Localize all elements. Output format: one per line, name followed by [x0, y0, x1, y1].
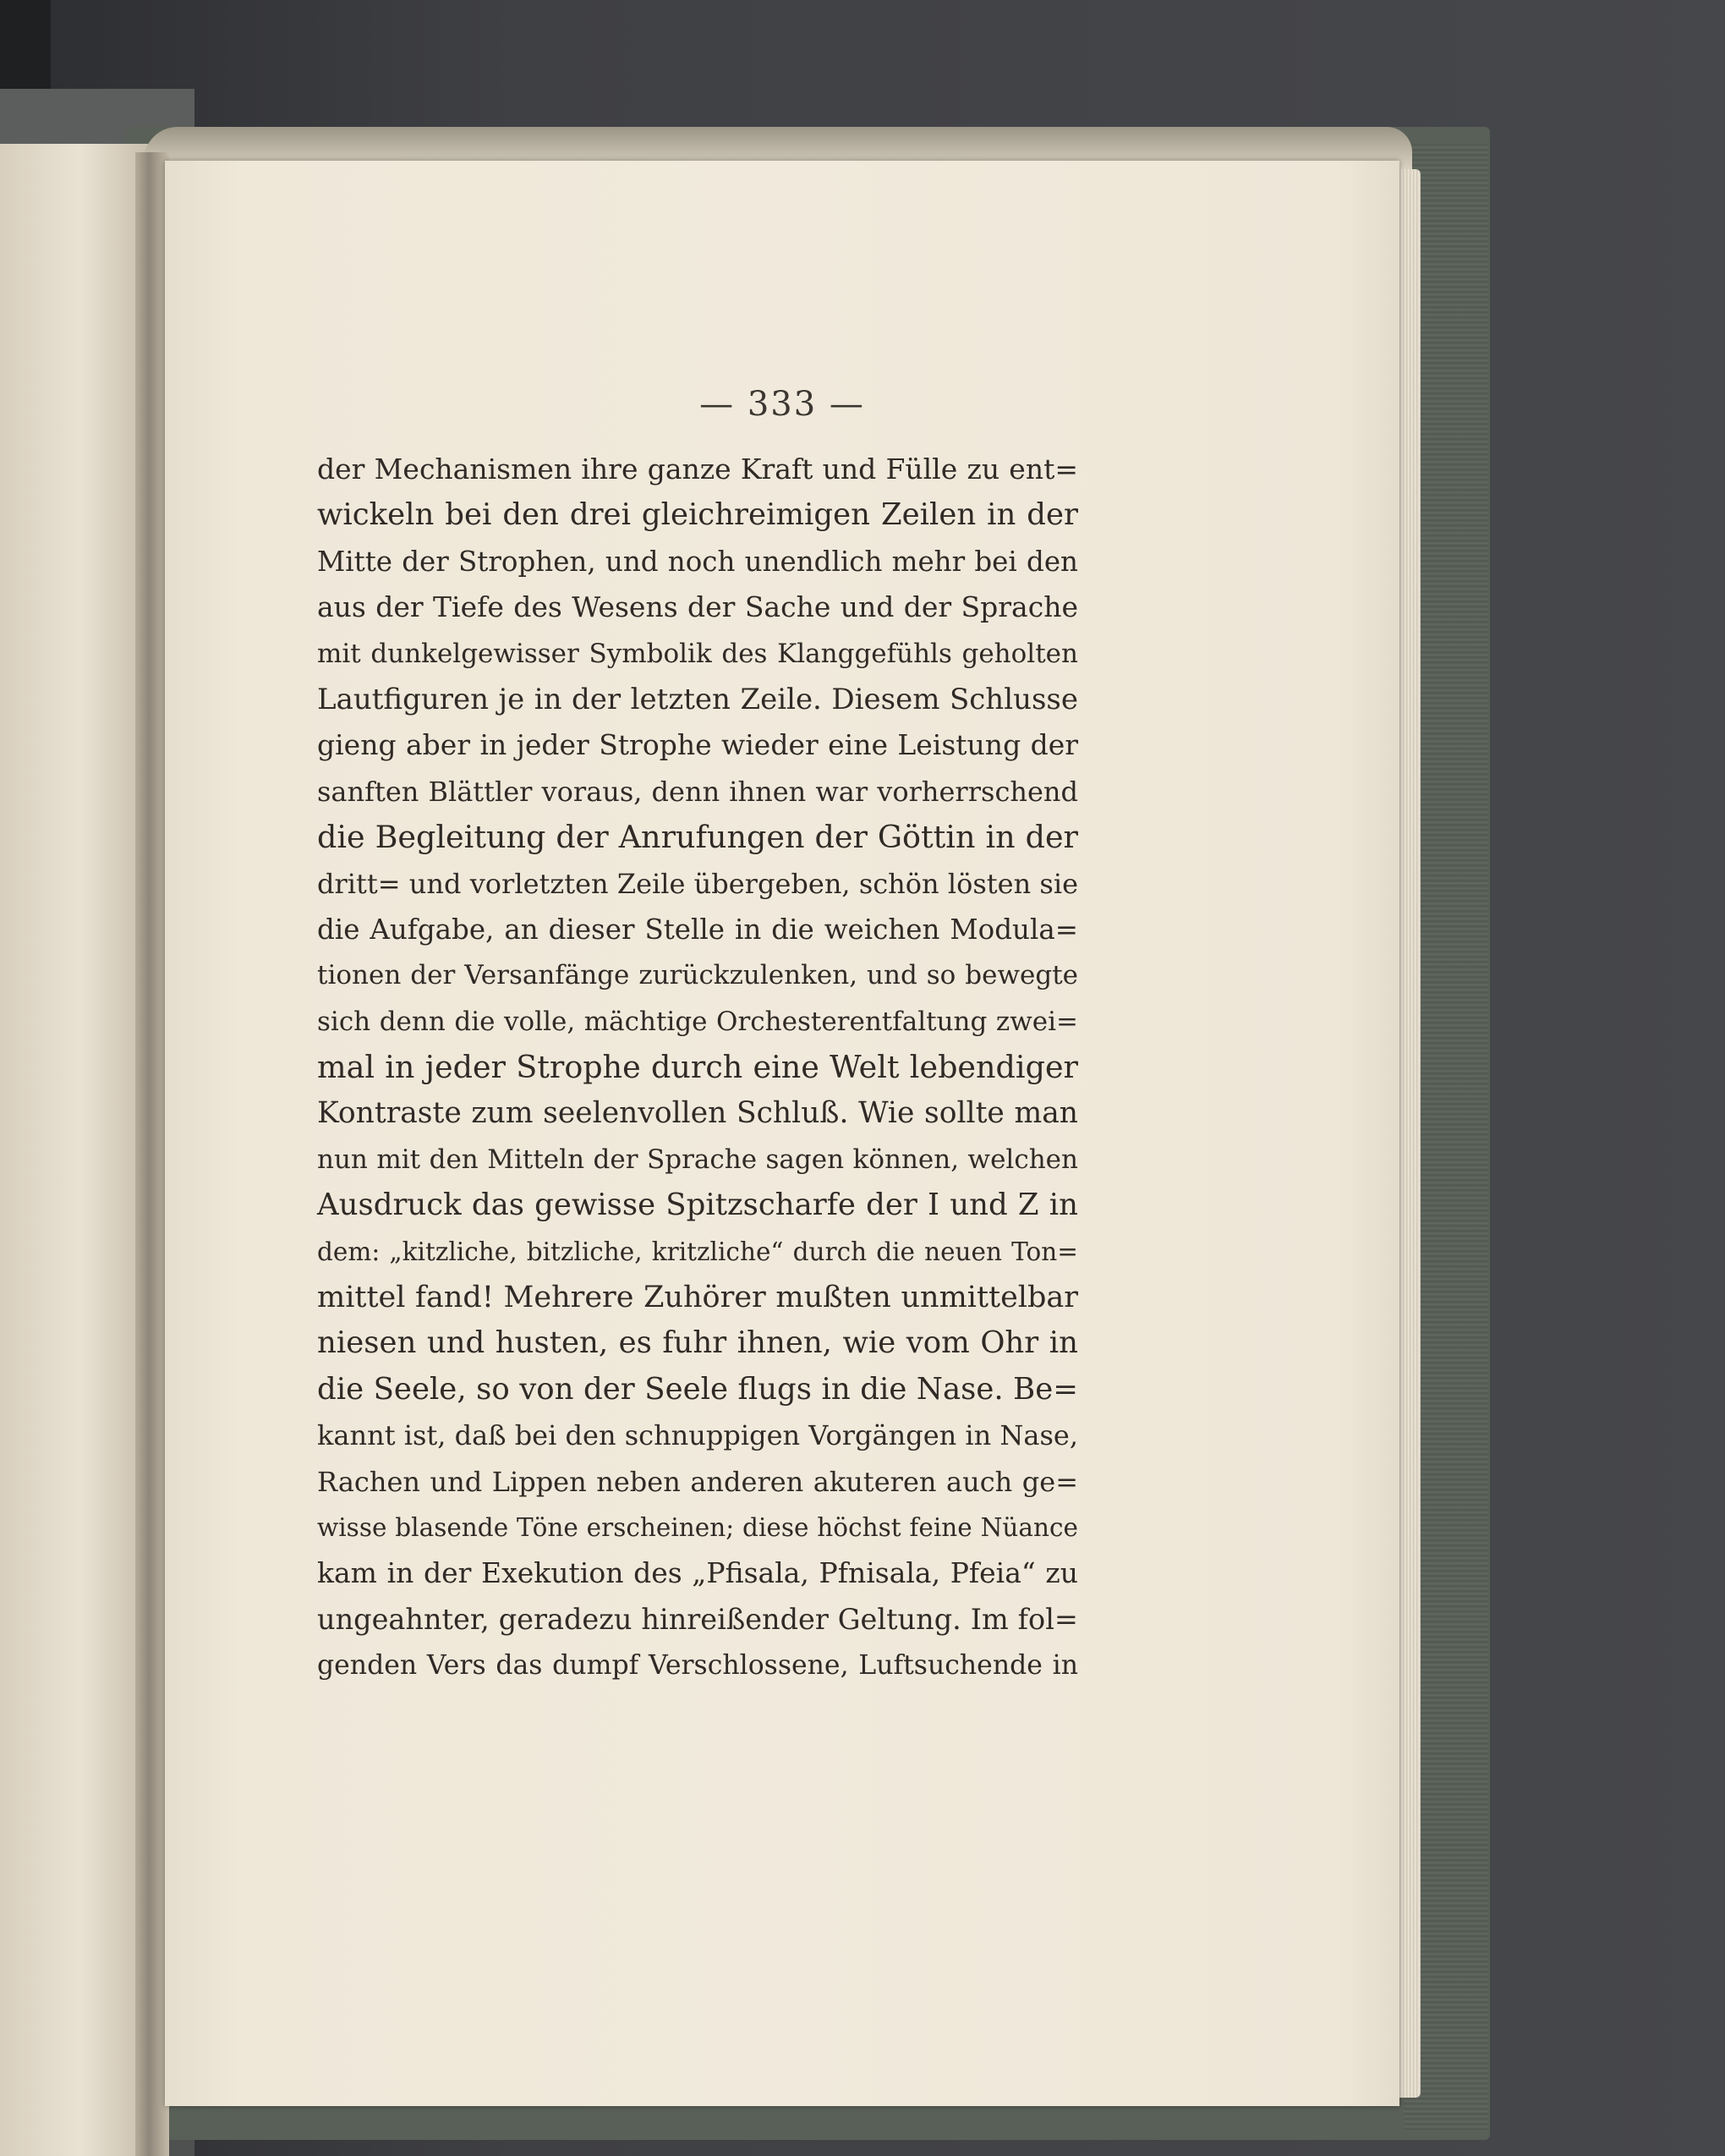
text-line: genden Vers das dumpf Verschlossene, Luftsuchende in — [317, 1650, 1078, 1681]
text-line: nun mit den Mitteln der Sprache sagen können, welchen — [317, 1144, 1078, 1175]
text-line: sanften Blättler voraus, denn ihnen war vorherrschend — [317, 775, 1078, 808]
text-line: mit dunkelgewisser Symbolik des Klanggefühls geholten — [317, 638, 1078, 669]
text-line: die Begleitung der Anrufungen der Göttin in der — [317, 819, 1078, 856]
text-line: mal in jeder Strophe durch eine Welt lebendiger — [317, 1049, 1078, 1086]
page-number: — 333 — — [699, 385, 865, 424]
text-line: niesen und husten, es fuhr ihnen, wie vom Ohr in — [317, 1325, 1078, 1361]
text-line: Rachen und Lippen neben anderen akuteren auch ge= — [317, 1465, 1078, 1498]
text-line: sich denn die volle, mächtige Orchesterentfaltung zwei= — [317, 1006, 1078, 1037]
text-line: dritt= und vorletzten Zeile übergeben, schön lösten sie — [317, 867, 1078, 900]
text-line: Mitte der Strophen, und noch unendlich mehr bei den — [317, 545, 1078, 578]
text-line: tionen der Versanfänge zurückzulenken, und so bewegte — [317, 960, 1078, 991]
text-line: Kontraste zum seelenvollen Schluß. Wie sollte man — [317, 1096, 1078, 1131]
text-line: wisse blasende Töne erscheinen; diese höchst feine Nüance — [317, 1512, 1078, 1542]
text-line: kam in der Exekution des „Pfisala, Pfnisala, Pfeia“ zu — [317, 1556, 1078, 1590]
body-text — [317, 447, 1078, 1689]
text-line: mittel fand! Mehrere Zuhörer mußten unmittelbar — [317, 1281, 1078, 1315]
text-line: Ausdruck das gewisse Spitzscharfe der I und Z in — [317, 1188, 1078, 1223]
text-line: dem: „kitzliche, bitzliche, kritzliche“ durch die neuen Ton= — [317, 1237, 1078, 1266]
text-line: die Seele, so von der Seele flugs in die Nase. Be= — [317, 1371, 1078, 1407]
text-line: wickeln bei den drei gleichreimigen Zeilen in der — [317, 497, 1078, 533]
text-line: der Mechanismen ihre ganze Kraft und Fülle zu ent= — [317, 453, 1078, 486]
text-line: ungeahnter, geradezu hinreißender Geltung. Im fol= — [317, 1602, 1078, 1636]
left-page — [0, 144, 148, 2156]
book-page — [165, 161, 1399, 2106]
text-line: die Aufgabe, an dieser Stelle in die weichen Modula= — [317, 913, 1078, 946]
book-gutter — [135, 152, 169, 2156]
text-line: aus der Tiefe des Wesens der Sache und der Sprache — [317, 590, 1078, 624]
text-line: gieng aber in jeder Strophe wieder eine Leistung der — [317, 728, 1078, 762]
text-line: Lautfiguren je in der letzten Zeile. Diesem Schlusse — [317, 682, 1078, 716]
text-line: kannt ist, daß bei den schnuppigen Vorgängen in Nase, — [317, 1419, 1079, 1452]
